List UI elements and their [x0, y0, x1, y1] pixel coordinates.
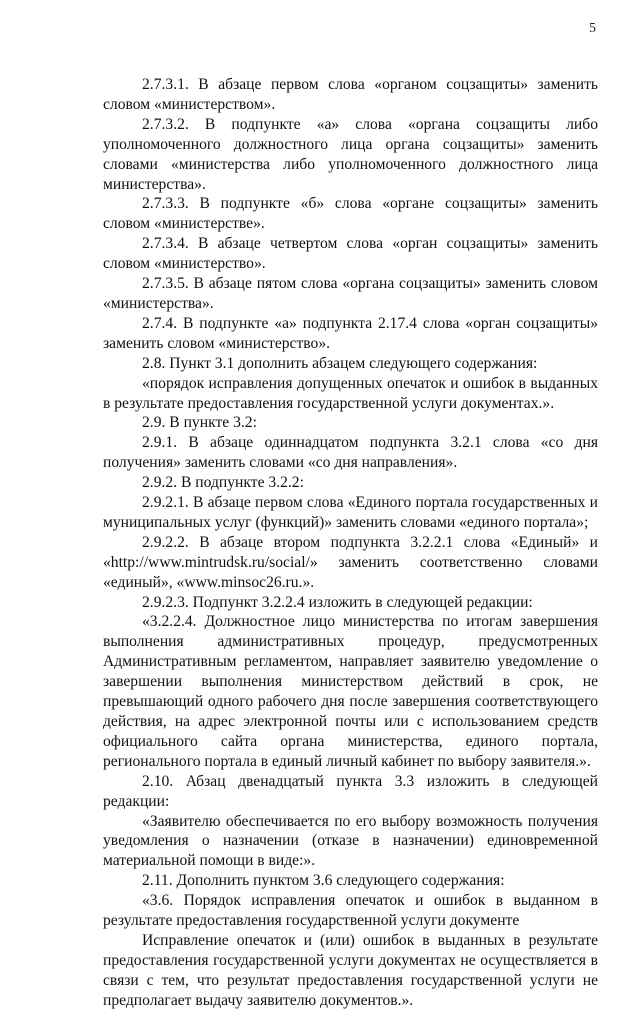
paragraph-2-7-4: 2.7.4. В подпункте «а» подпункта 2.17.4 слова «орган соцзащиты» заменить словом «министерство».: [103, 314, 598, 352]
paragraph-2-8: 2.8. Пункт 3.1 дополнить абзацем следующего содержания:: [142, 354, 538, 372]
paragraph-2-9-2: 2.9.2. В подпункте 3.2.2:: [142, 474, 304, 492]
paragraph-2-9: 2.9. В пункте 3.2:: [142, 414, 257, 432]
page-number: 5: [589, 21, 596, 36]
paragraph-2-7-3-1: 2.7.3.1. В абзаце первом слова «органом соцзащиты» заменить словом «министерством».: [103, 76, 598, 113]
paragraph-2-7-3-4: 2.7.3.4. В абзаце четвертом слова «орган соцзащиты» заменить словом «министерство».: [103, 235, 598, 273]
document-body: [103, 75, 598, 1011]
paragraph-3-6-text: Исправление опечаток и (или) ошибок в выданных в результате предоставления государственной услуги документах не осуществляется в связи с тем, что результат предоставления государственной услуги не предполагает выдачу заявителю документов.».: [103, 931, 598, 1009]
paragraph-2-10: 2.10. Абзац двенадцатый пункта 3.3 изложить в следующей редакции:: [103, 772, 598, 810]
paragraph-2-9-2-2: 2.9.2.2. В абзаце втором подпункта 3.2.2.1 слова «Единый» и «http://www.mintrudsk.ru/social/» заменить соответственно словами «единый», «www.minsoc26.ru.».: [103, 533, 598, 591]
paragraph-2-9-2-1: 2.9.2.1. В абзаце первом слова «Единого портала государственных и муниципальных услуг (функций)» заменить словами «единого портала»;: [103, 494, 598, 531]
paragraph-2-8-quote: «порядок исправления допущенных опечаток и ошибок в выданных в результате предоставления государственной услуги документах.».: [103, 374, 598, 412]
paragraph-2-7-3-5: 2.7.3.5. В абзаце пятом слова «органа соцзащиты» заменить словом «министерства».: [103, 275, 598, 312]
paragraph-2-7-3-3: 2.7.3.3. В подпункте «б» слова «органе соцзащиты» заменить словом «министерстве».: [103, 195, 598, 233]
paragraph-3-6-heading-quote: «3.6. Порядок исправления опечаток и ошибок в выданном в результате предоставления государственной услуги документе: [103, 892, 598, 930]
paragraph-2-9-2-3: 2.9.2.3. Подпункт 3.2.2.4 изложить в следующей редакции:: [142, 593, 533, 611]
paragraph-2-11: 2.11. Дополнить пунктом 3.6 следующего содержания:: [142, 872, 505, 890]
paragraph-2-7-3-2: 2.7.3.2. В подпункте «а» слова «органа соцзащиты либо уполномоченного должностного лица органа соцзащиты» заменить словами «министерства либо уполномоченного должностного лица министерства».: [103, 115, 598, 193]
paragraph-3-2-2-4-quote: «3.2.2.4. Должностное лицо министерства по итогам завершения выполнения административных процедур, предусмотренных Административным регламентом, направляет заявителю уведомление о завершении выполнения министерством действий в срок, не превышающий одного рабочего дня после завершения соответствующего действия, на адрес электронной почты или с использованием средств официального сайта органа министерства, единого портала, регионального портала в единый личный кабинет по выбору заявителя.».: [103, 613, 598, 770]
paragraph-2-10-quote: «Заявителю обеспечивается по его выбору возможность получения уведомления о назначении (отказе в назначении) единовременной материальной помощи в виде:».: [103, 812, 598, 870]
paragraph-2-9-1: 2.9.1. В абзаце одиннадцатом подпункта 3.2.1 слова «со дня получения» заменить словами «со дня направления».: [103, 434, 598, 472]
